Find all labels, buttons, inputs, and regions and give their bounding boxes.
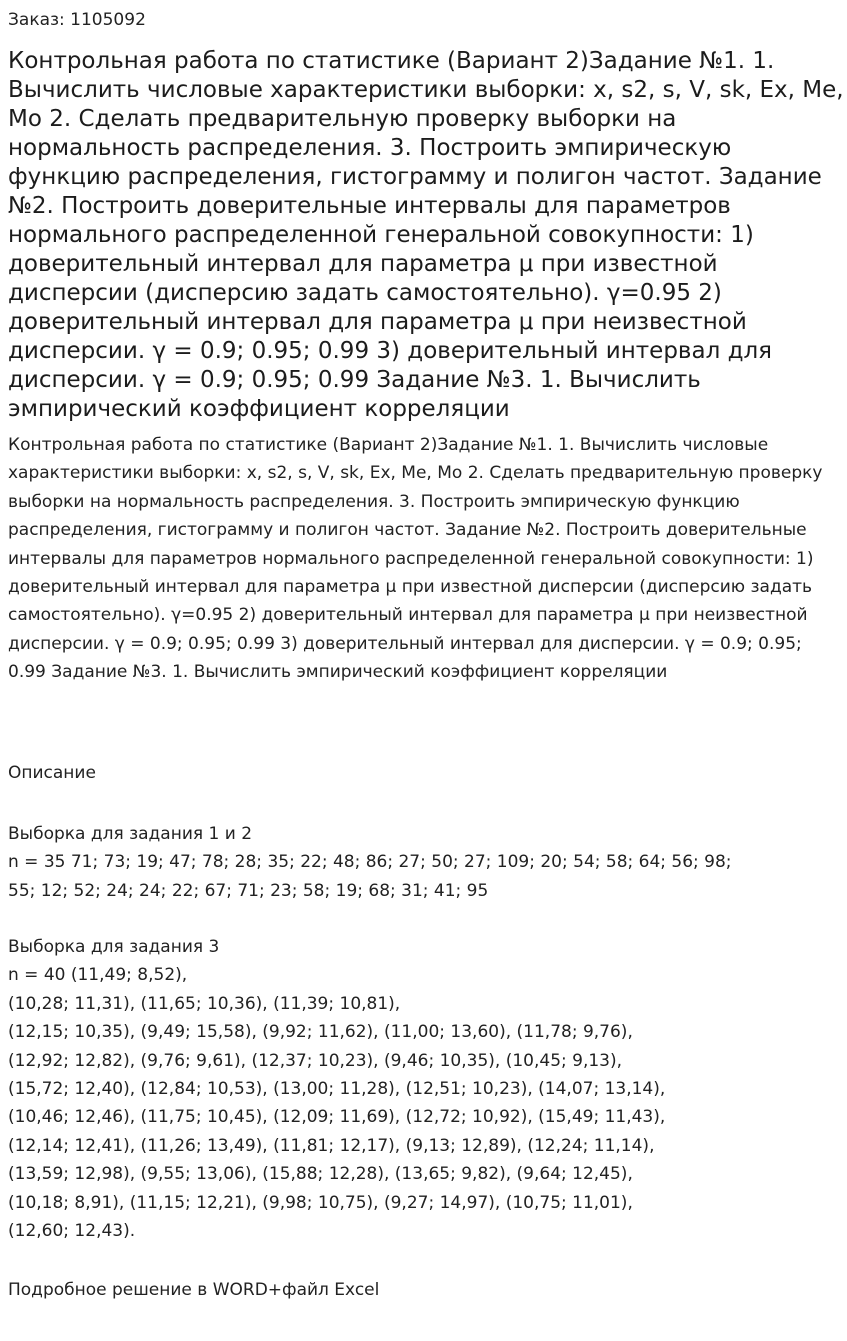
sample-3-line: (12,60; 12,43).: [8, 1221, 136, 1242]
sample-3-line: (12,14; 12,41), (11,26; 13,49), (11,81; 12,17), (9,13; 12,89), (12,24; 11,14),: [8, 1135, 655, 1156]
sample-3-line: (15,72; 12,40), (12,84; 10,53), (13,00; 11,28), (12,51; 10,23), (14,07; 13,14),: [8, 1079, 666, 1100]
order-number: Заказ: 1105092: [8, 10, 146, 30]
sample-3-line: (12,92; 12,82), (9,76; 9,61), (12,37; 10,23), (9,46; 10,35), (10,45; 9,13),: [8, 1050, 623, 1071]
sample-3-line: (10,18; 8,91), (11,15; 12,21), (9,98; 10,75), (9,27; 14,97), (10,75; 11,01),: [8, 1192, 633, 1213]
sample-1-block: [8, 820, 838, 905]
sample-3-line: n = 40 (11,49; 8,52),: [8, 965, 188, 986]
solution-format-note: Подробное решение в WORD+файл Excel: [8, 1280, 380, 1300]
sample-3-line: (10,28; 11,31), (11,65; 10,36), (11,39; 10,81),: [8, 993, 401, 1014]
page-title: Контрольная работа по статистике (Вариант 2)Задание №1. 1. Вычислить числовые характеристики выборки: x, s2, s, V, sk, Ex, Me, Mo 2. Сделать предварительную проверку выборки на нормальность распределения. 3. Построить эмпирическую функцию распределения, гистограмму и полигон частот. Задание №2. Построить доверительные интервалы для параметров нормального распределенной генеральной совокупности: 1) доверительный интервал для параметра μ при известной дисперсии (дисперсию задать самостоятельно). γ=0.95 2) доверительный интервал для параметра μ при неизвестной дисперсии. γ = 0.9; 0.95; 0.99 3) доверительный интервал для дисперсии. γ = 0.9; 0.95; 0.99 Задание №3. 1. Вычислить эмпирический коэффициент корреляции: [8, 48, 844, 422]
sample-1-line: n = 35 71; 73; 19; 47; 78; 28; 35; 22; 48; 86; 27; 50; 27; 109; 20; 54; 58; 64; 56; 98;: [8, 852, 732, 873]
sample-1-line: 55; 12; 52; 24; 24; 22; 67; 71; 23; 58; 19; 68; 31; 41; 95: [8, 880, 489, 901]
sample-3-line: (12,15; 10,35), (9,49; 15,58), (9,92; 11,62), (11,00; 13,60), (11,78; 9,76),: [8, 1022, 633, 1043]
sample-1-heading: Выборка для задания 1 и 2: [8, 824, 253, 844]
sample-3-block: [8, 933, 838, 1245]
sample-3-line: (10,46; 12,46), (11,75; 10,45), (12,09; 11,69), (12,72; 10,92), (15,49; 11,43),: [8, 1107, 666, 1128]
sample-3-line: (13,59; 12,98), (9,55; 13,06), (15,88; 12,28), (13,65; 9,82), (9,64; 12,45),: [8, 1164, 633, 1185]
sample-3-heading: Выборка для задания 3: [8, 937, 220, 957]
task-summary: Контрольная работа по статистике (Вариант 2)Задание №1. 1. Вычислить числовые характеристики выборки: x, s2, s, V, sk, Ex, Me, Mo 2. Сделать предварительную проверку выборки на нормальность распределения. 3. Построить эмпирическую функцию распределения, гистограмму и полигон частот. Задание №2. Построить доверительные интервалы для параметров нормального распределенной генеральной совокупности: 1) доверительный интервал для параметра μ при известной дисперсии (дисперсию задать самостоятельно). γ=0.95 2) доверительный интервал для параметра μ при неизвестной дисперсии. γ = 0.9; 0.95; 0.99 3) доверительный интервал для дисперсии. γ = 0.9; 0.95; 0.99 Задание №3. 1. Вычислить эмпирический коэффициент корреляции: [8, 435, 823, 683]
description-heading: Описание: [8, 763, 96, 783]
